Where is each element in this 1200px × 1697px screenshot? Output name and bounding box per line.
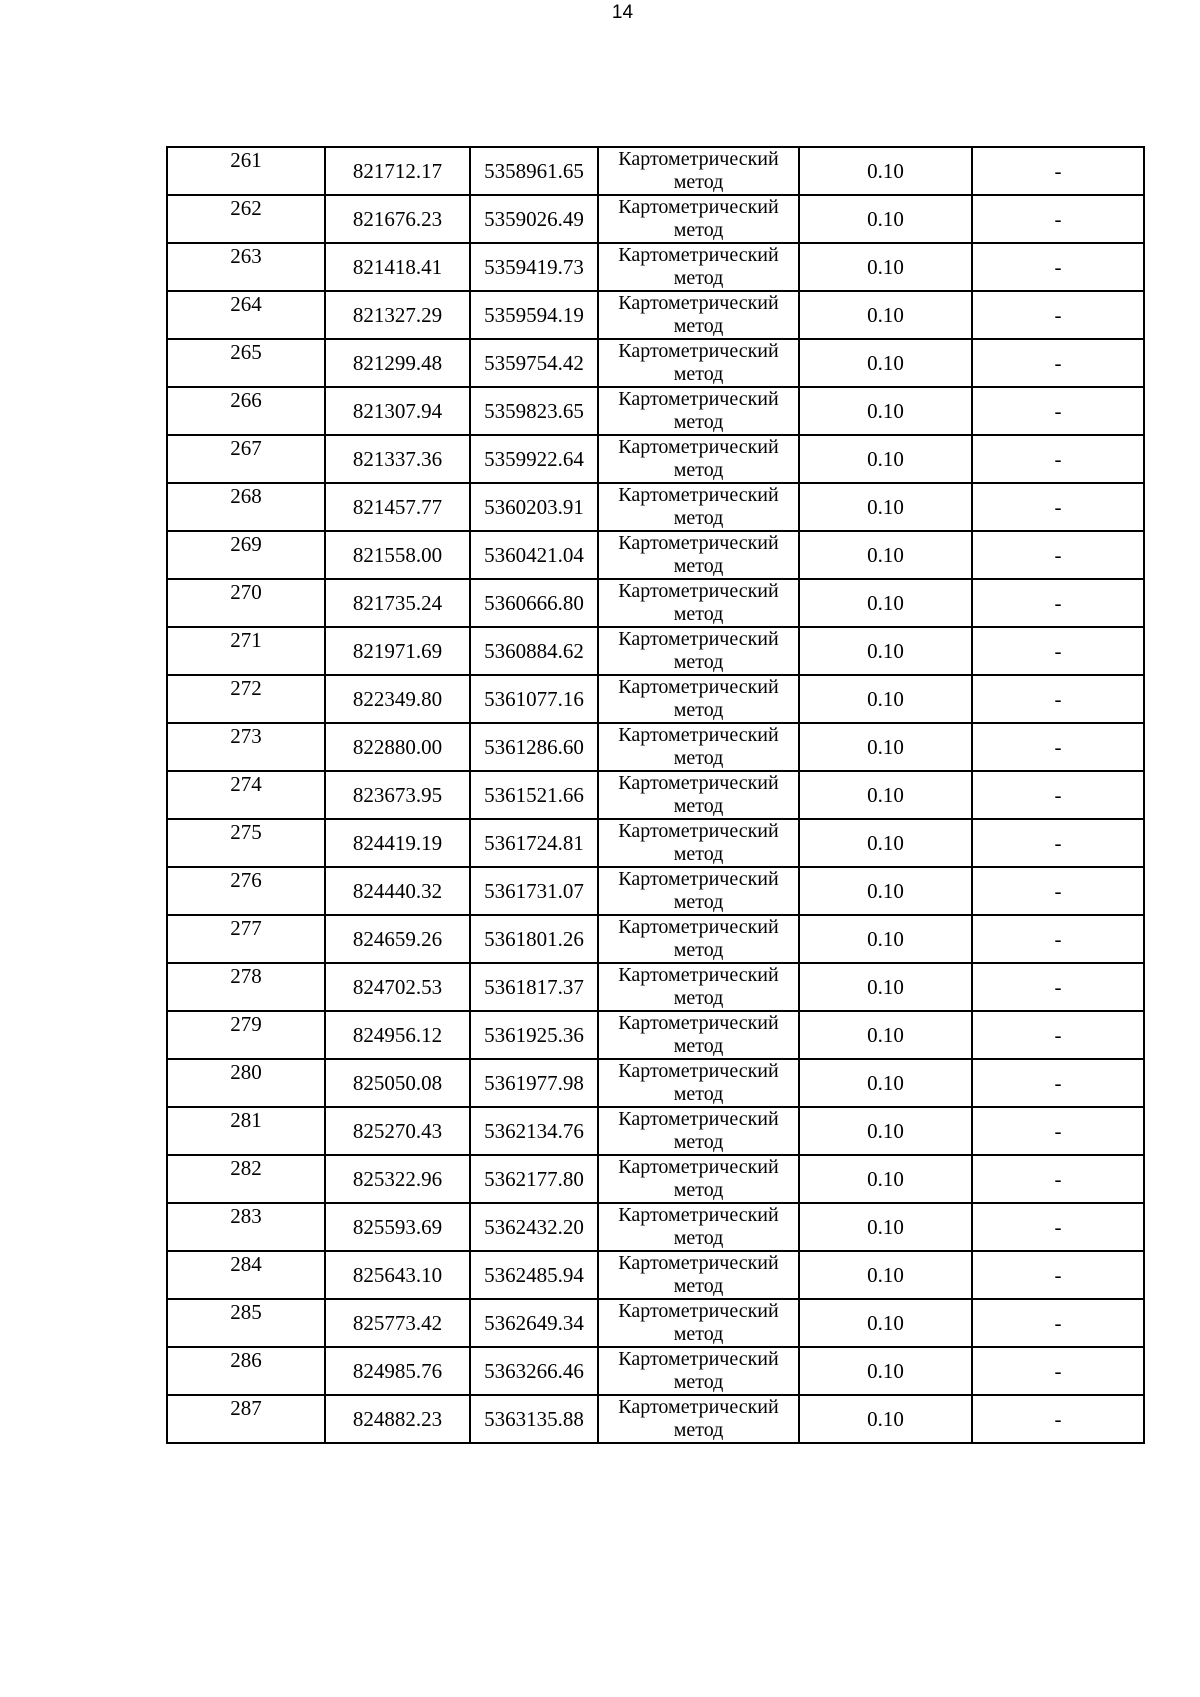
note-cell: - (972, 387, 1144, 435)
note-cell: - (972, 1347, 1144, 1395)
y-coordinate-cell: 5363266.46 (470, 1347, 598, 1395)
accuracy-cell: 0.10 (799, 819, 972, 867)
note-cell: - (972, 1011, 1144, 1059)
accuracy-cell: 0.10 (799, 435, 972, 483)
accuracy-cell: 0.10 (799, 771, 972, 819)
note-cell: - (972, 915, 1144, 963)
table-row (167, 1347, 1144, 1395)
accuracy-cell: 0.10 (799, 1347, 972, 1395)
table-row (167, 675, 1144, 723)
x-coordinate-cell: 825773.42 (325, 1299, 470, 1347)
point-number-cell: 271 (167, 627, 325, 675)
method-cell: Картометрический метод (598, 387, 799, 435)
note-cell: - (972, 1059, 1144, 1107)
table-row (167, 435, 1144, 483)
method-cell: Картометрический метод (598, 243, 799, 291)
method-cell: Картометрический метод (598, 339, 799, 387)
point-number-cell: 267 (167, 435, 325, 483)
accuracy-cell: 0.10 (799, 915, 972, 963)
method-cell: Картометрический метод (598, 291, 799, 339)
accuracy-cell: 0.10 (799, 243, 972, 291)
accuracy-cell: 0.10 (799, 1203, 972, 1251)
x-coordinate-cell: 821712.17 (325, 147, 470, 195)
method-cell: Картометрический метод (598, 1347, 799, 1395)
y-coordinate-cell: 5361724.81 (470, 819, 598, 867)
point-number-cell: 287 (167, 1395, 325, 1443)
y-coordinate-cell: 5361801.26 (470, 915, 598, 963)
point-number-cell: 268 (167, 483, 325, 531)
table-row (167, 387, 1144, 435)
x-coordinate-cell: 821307.94 (325, 387, 470, 435)
y-coordinate-cell: 5359594.19 (470, 291, 598, 339)
y-coordinate-cell: 5360666.80 (470, 579, 598, 627)
method-cell: Картометрический метод (598, 963, 799, 1011)
table-row (167, 1155, 1144, 1203)
table-row (167, 771, 1144, 819)
y-coordinate-cell: 5361977.98 (470, 1059, 598, 1107)
y-coordinate-cell: 5361521.66 (470, 771, 598, 819)
accuracy-cell: 0.10 (799, 387, 972, 435)
method-cell: Картометрический метод (598, 1107, 799, 1155)
method-cell: Картометрический метод (598, 1203, 799, 1251)
y-coordinate-cell: 5360884.62 (470, 627, 598, 675)
note-cell: - (972, 627, 1144, 675)
accuracy-cell: 0.10 (799, 963, 972, 1011)
point-number-cell: 285 (167, 1299, 325, 1347)
x-coordinate-cell: 821457.77 (325, 483, 470, 531)
note-cell: - (972, 291, 1144, 339)
table-row (167, 531, 1144, 579)
note-cell: - (972, 579, 1144, 627)
method-cell: Картометрический метод (598, 771, 799, 819)
method-cell: Картометрический метод (598, 1299, 799, 1347)
table-row (167, 579, 1144, 627)
method-cell: Картометрический метод (598, 723, 799, 771)
method-cell: Картометрический метод (598, 579, 799, 627)
point-number-cell: 281 (167, 1107, 325, 1155)
note-cell: - (972, 963, 1144, 1011)
accuracy-cell: 0.10 (799, 1251, 972, 1299)
x-coordinate-cell: 825050.08 (325, 1059, 470, 1107)
point-number-cell: 280 (167, 1059, 325, 1107)
y-coordinate-cell: 5361731.07 (470, 867, 598, 915)
point-number-cell: 279 (167, 1011, 325, 1059)
table-row (167, 339, 1144, 387)
note-cell: - (972, 147, 1144, 195)
point-number-cell: 282 (167, 1155, 325, 1203)
note-cell: - (972, 435, 1144, 483)
table-row (167, 915, 1144, 963)
method-cell: Картометрический метод (598, 867, 799, 915)
table-row (167, 867, 1144, 915)
method-cell: Картометрический метод (598, 627, 799, 675)
y-coordinate-cell: 5359419.73 (470, 243, 598, 291)
x-coordinate-cell: 822880.00 (325, 723, 470, 771)
y-coordinate-cell: 5361286.60 (470, 723, 598, 771)
accuracy-cell: 0.10 (799, 1395, 972, 1443)
x-coordinate-cell: 821735.24 (325, 579, 470, 627)
y-coordinate-cell: 5361925.36 (470, 1011, 598, 1059)
y-coordinate-cell: 5359026.49 (470, 195, 598, 243)
note-cell: - (972, 531, 1144, 579)
method-cell: Картометрический метод (598, 819, 799, 867)
accuracy-cell: 0.10 (799, 339, 972, 387)
method-cell: Картометрический метод (598, 1395, 799, 1443)
point-number-cell: 269 (167, 531, 325, 579)
x-coordinate-cell: 822349.80 (325, 675, 470, 723)
y-coordinate-cell: 5361817.37 (470, 963, 598, 1011)
note-cell: - (972, 1299, 1144, 1347)
x-coordinate-cell: 821418.41 (325, 243, 470, 291)
method-cell: Картометрический метод (598, 915, 799, 963)
x-coordinate-cell: 821971.69 (325, 627, 470, 675)
point-number-cell: 284 (167, 1251, 325, 1299)
note-cell: - (972, 1251, 1144, 1299)
table-row (167, 291, 1144, 339)
note-cell: - (972, 483, 1144, 531)
x-coordinate-cell: 821327.29 (325, 291, 470, 339)
point-number-cell: 277 (167, 915, 325, 963)
accuracy-cell: 0.10 (799, 483, 972, 531)
method-cell: Картометрический метод (598, 1059, 799, 1107)
note-cell: - (972, 1203, 1144, 1251)
x-coordinate-cell: 825593.69 (325, 1203, 470, 1251)
method-cell: Картометрический метод (598, 675, 799, 723)
y-coordinate-cell: 5359754.42 (470, 339, 598, 387)
point-number-cell: 262 (167, 195, 325, 243)
point-number-cell: 286 (167, 1347, 325, 1395)
point-number-cell: 270 (167, 579, 325, 627)
x-coordinate-cell: 821337.36 (325, 435, 470, 483)
note-cell: - (972, 339, 1144, 387)
x-coordinate-cell: 823673.95 (325, 771, 470, 819)
method-cell: Картометрический метод (598, 483, 799, 531)
x-coordinate-cell: 824956.12 (325, 1011, 470, 1059)
coordinates-table (166, 146, 1145, 1444)
y-coordinate-cell: 5362649.34 (470, 1299, 598, 1347)
table-row (167, 195, 1144, 243)
method-cell: Картометрический метод (598, 1155, 799, 1203)
table-row (167, 1251, 1144, 1299)
note-cell: - (972, 867, 1144, 915)
point-number-cell: 272 (167, 675, 325, 723)
point-number-cell: 265 (167, 339, 325, 387)
table-row (167, 1203, 1144, 1251)
accuracy-cell: 0.10 (799, 195, 972, 243)
table-row (167, 723, 1144, 771)
table-row (167, 1059, 1144, 1107)
y-coordinate-cell: 5358961.65 (470, 147, 598, 195)
method-cell: Картометрический метод (598, 531, 799, 579)
table-row (167, 1011, 1144, 1059)
note-cell: - (972, 1107, 1144, 1155)
x-coordinate-cell: 825270.43 (325, 1107, 470, 1155)
y-coordinate-cell: 5359922.64 (470, 435, 598, 483)
x-coordinate-cell: 824440.32 (325, 867, 470, 915)
accuracy-cell: 0.10 (799, 579, 972, 627)
table-row (167, 819, 1144, 867)
y-coordinate-cell: 5363135.88 (470, 1395, 598, 1443)
point-number-cell: 274 (167, 771, 325, 819)
point-number-cell: 261 (167, 147, 325, 195)
accuracy-cell: 0.10 (799, 627, 972, 675)
accuracy-cell: 0.10 (799, 147, 972, 195)
table-row (167, 963, 1144, 1011)
note-cell: - (972, 1395, 1144, 1443)
y-coordinate-cell: 5360421.04 (470, 531, 598, 579)
table-row (167, 627, 1144, 675)
note-cell: - (972, 723, 1144, 771)
method-cell: Картометрический метод (598, 195, 799, 243)
x-coordinate-cell: 821676.23 (325, 195, 470, 243)
page-number: 14 (611, 2, 634, 23)
accuracy-cell: 0.10 (799, 1155, 972, 1203)
note-cell: - (972, 1155, 1144, 1203)
accuracy-cell: 0.10 (799, 1059, 972, 1107)
note-cell: - (972, 819, 1144, 867)
point-number-cell: 283 (167, 1203, 325, 1251)
table-row (167, 1395, 1144, 1443)
table-row (167, 1107, 1144, 1155)
note-cell: - (972, 243, 1144, 291)
note-cell: - (972, 675, 1144, 723)
x-coordinate-cell: 824985.76 (325, 1347, 470, 1395)
y-coordinate-cell: 5361077.16 (470, 675, 598, 723)
accuracy-cell: 0.10 (799, 1107, 972, 1155)
x-coordinate-cell: 825322.96 (325, 1155, 470, 1203)
note-cell: - (972, 195, 1144, 243)
y-coordinate-cell: 5360203.91 (470, 483, 598, 531)
y-coordinate-cell: 5362177.80 (470, 1155, 598, 1203)
accuracy-cell: 0.10 (799, 291, 972, 339)
x-coordinate-cell: 824702.53 (325, 963, 470, 1011)
table-row (167, 1299, 1144, 1347)
accuracy-cell: 0.10 (799, 531, 972, 579)
x-coordinate-cell: 824419.19 (325, 819, 470, 867)
method-cell: Картометрический метод (598, 435, 799, 483)
point-number-cell: 275 (167, 819, 325, 867)
accuracy-cell: 0.10 (799, 1299, 972, 1347)
point-number-cell: 276 (167, 867, 325, 915)
method-cell: Картометрический метод (598, 1011, 799, 1059)
x-coordinate-cell: 821558.00 (325, 531, 470, 579)
x-coordinate-cell: 825643.10 (325, 1251, 470, 1299)
y-coordinate-cell: 5359823.65 (470, 387, 598, 435)
table-row (167, 243, 1144, 291)
point-number-cell: 264 (167, 291, 325, 339)
y-coordinate-cell: 5362432.20 (470, 1203, 598, 1251)
point-number-cell: 266 (167, 387, 325, 435)
y-coordinate-cell: 5362134.76 (470, 1107, 598, 1155)
accuracy-cell: 0.10 (799, 867, 972, 915)
y-coordinate-cell: 5362485.94 (470, 1251, 598, 1299)
x-coordinate-cell: 821299.48 (325, 339, 470, 387)
accuracy-cell: 0.10 (799, 675, 972, 723)
point-number-cell: 263 (167, 243, 325, 291)
accuracy-cell: 0.10 (799, 1011, 972, 1059)
point-number-cell: 273 (167, 723, 325, 771)
table-row (167, 147, 1144, 195)
accuracy-cell: 0.10 (799, 723, 972, 771)
note-cell: - (972, 771, 1144, 819)
x-coordinate-cell: 824882.23 (325, 1395, 470, 1443)
x-coordinate-cell: 824659.26 (325, 915, 470, 963)
table-row (167, 483, 1144, 531)
point-number-cell: 278 (167, 963, 325, 1011)
method-cell: Картометрический метод (598, 147, 799, 195)
coordinates-table-body (167, 147, 1144, 1443)
method-cell: Картометрический метод (598, 1251, 799, 1299)
